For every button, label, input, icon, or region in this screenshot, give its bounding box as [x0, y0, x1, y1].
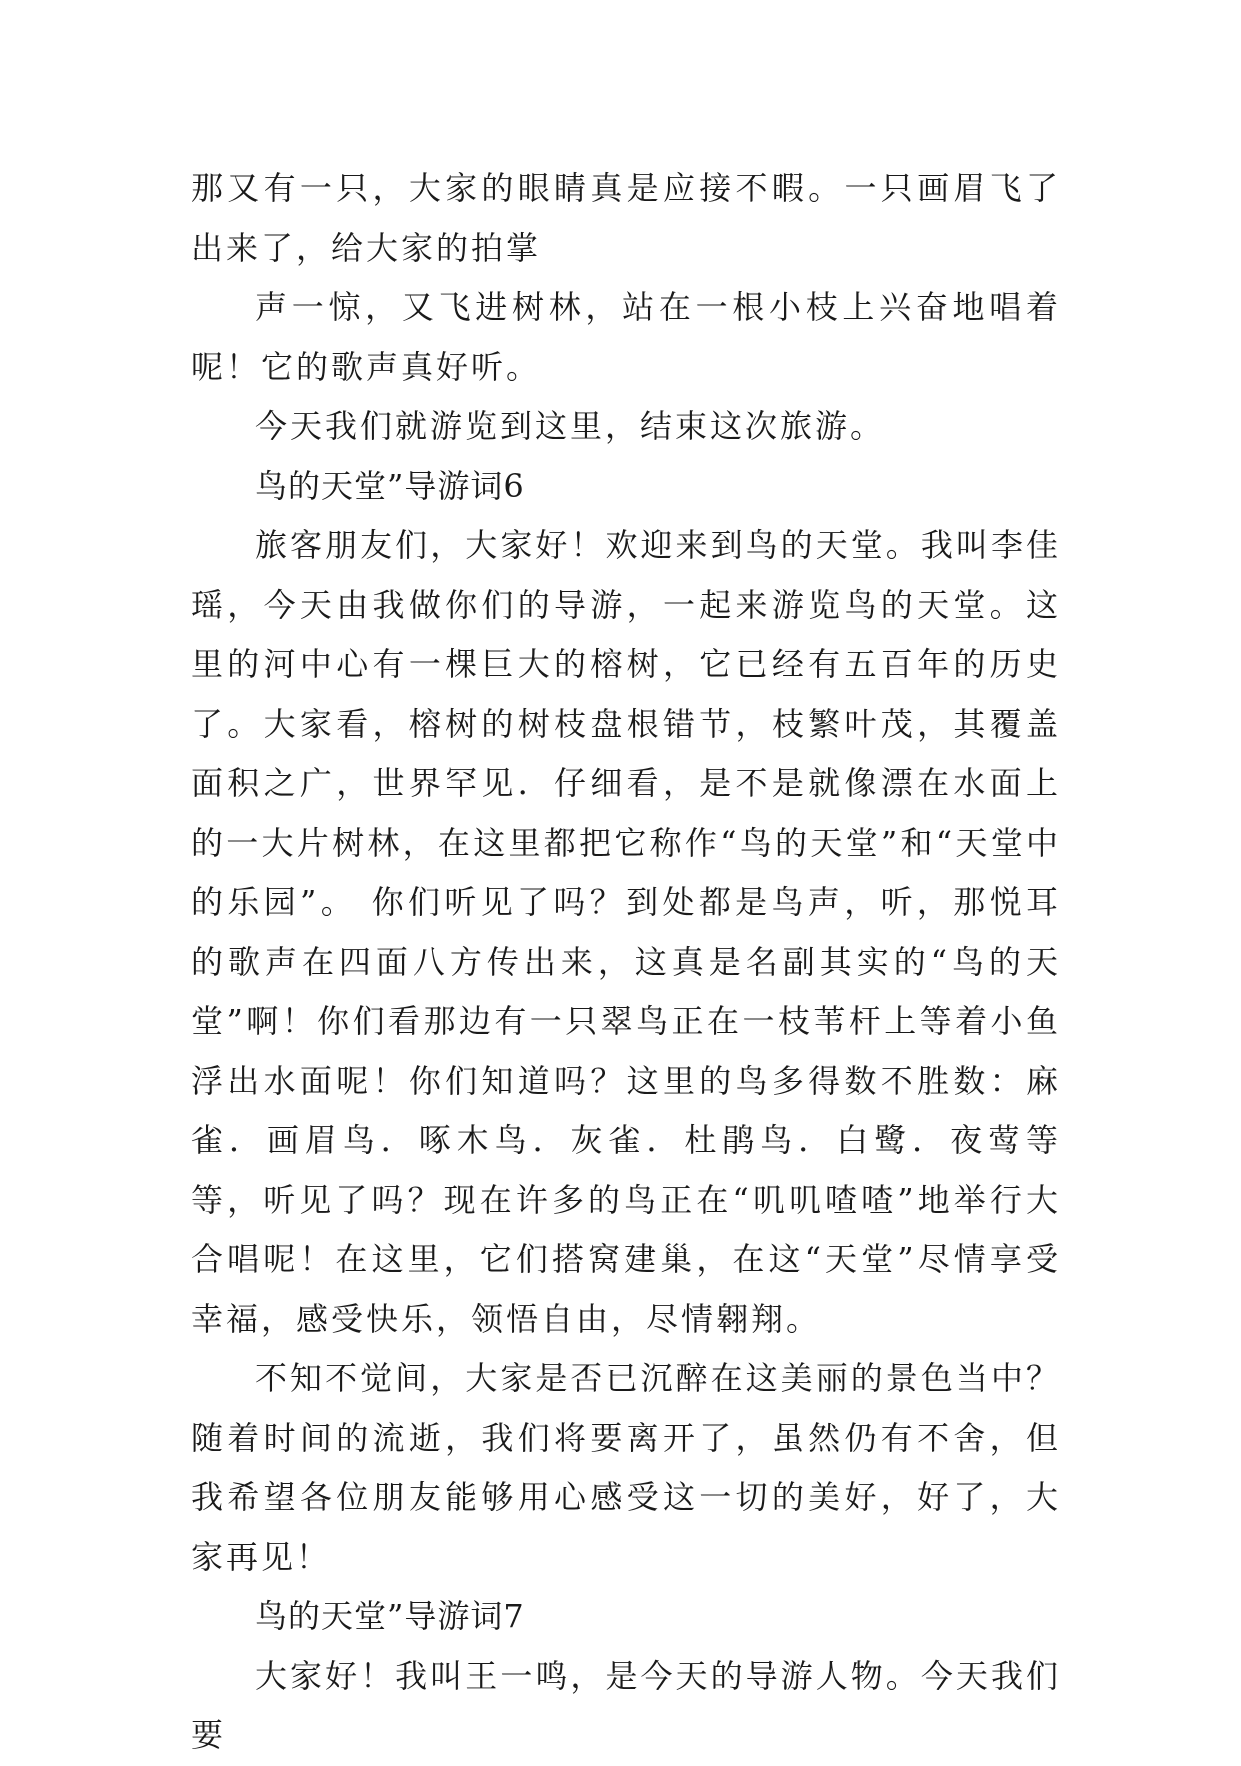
paragraph-guide-7-intro: 大家好！我叫王一鸣，是今天的导游人物。今天我们要	[191, 1656, 1061, 1754]
section-heading-6: 鸟的天堂”导游词6	[255, 466, 525, 505]
paragraph-continuation: 那又有一只，大家的眼睛真是应接不暇。一只画眉飞了出来了，给大家的拍掌	[191, 169, 1061, 267]
section-heading-7: 鸟的天堂”导游词7	[255, 1597, 525, 1635]
paragraph-guide-6-intro: 旅客朋友们，大家好！欢迎来到鸟的天堂。我叫李佳瑶，今天由我做你们的导游，一起来游览鸟的天堂。这里的河中心有一棵巨大的榕树，它已经有五百年的历史了。大家看，榕树的树枝盘根错节，枝繁叶茂，其覆盖面积之广，世界罕见．仔细看，是不是就像漂在水面上的一大片树林，在这里都把它称作“鸟的天堂”和“天堂中的乐园”。 你们听见了吗？到处都是鸟声，听，那悦耳的歌声在四面八方传出来，这真是名副其实的“鸟的天堂”啊！你们看那边有一只翠鸟正在一枝苇杆上等着小鱼浮出水面呢！你们知道吗？这里的鸟多得数不胜数：麻雀．画眉鸟．啄木鸟．灰雀．杜鹃鸟．白鹭．夜莺等等，听见了吗？现在许多的鸟正在“叽叽喳喳”地举行大合唱呢！在这里，它们搭窝建巢，在这“天堂”尽情享受幸福，感受快乐，领悟自由，尽情翱翔。	[191, 526, 1061, 1338]
paragraph-bird-startled: 声一惊，又飞进树林，站在一根小枝上兴奋地唱着呢！它的歌声真好听。	[191, 288, 1061, 386]
paragraph-tour-end: 今天我们就游览到这里，结束这次旅游。	[255, 407, 886, 445]
document-body	[191, 159, 1061, 1766]
paragraph-guide-6-farewell: 不知不觉间，大家是否已沉醉在这美丽的景色当中？随着时间的流逝，我们将要离开了，虽然仍有不舍，但我希望各位朋友能够用心感受这一切的美好，好了，大家再见！	[191, 1359, 1061, 1576]
